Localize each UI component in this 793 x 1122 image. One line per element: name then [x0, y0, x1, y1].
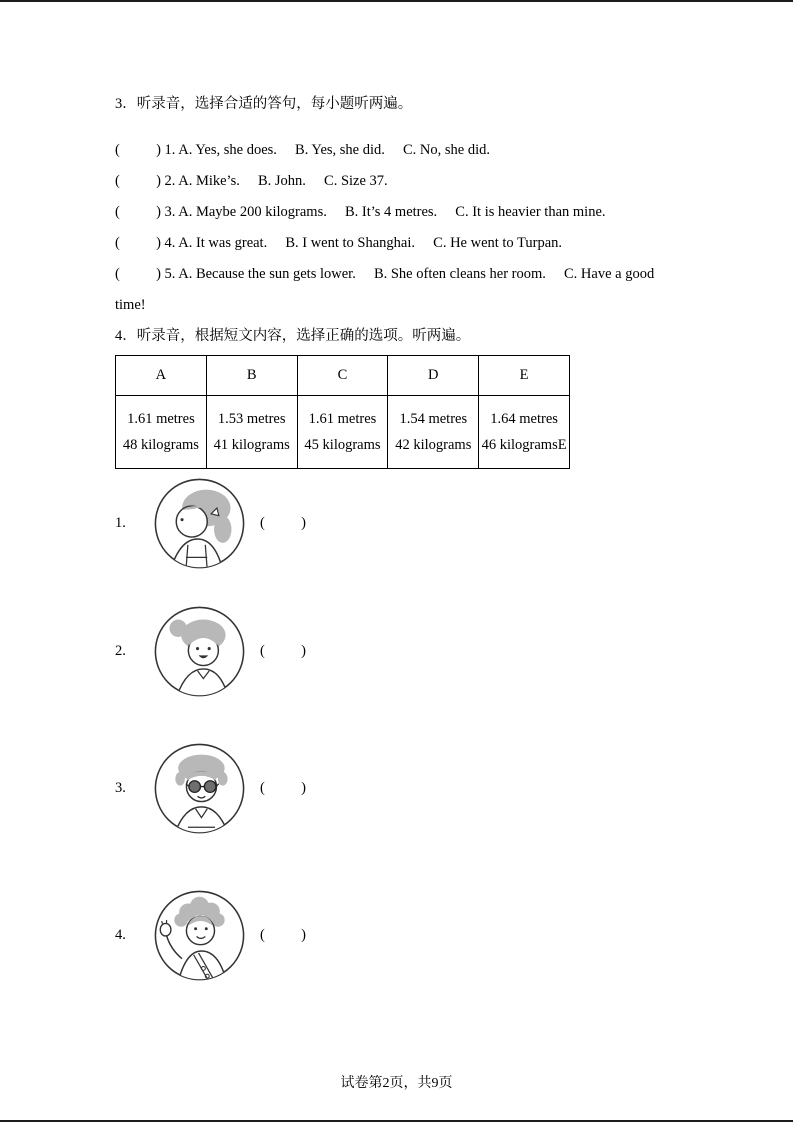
- item-number: 4.: [115, 927, 126, 943]
- weight-value: 46 kilogramsE: [481, 437, 567, 453]
- section-3-title: 3．听录音，选择合适的答句，每小题听两遍。: [115, 96, 413, 112]
- table-header-row: [116, 356, 570, 396]
- question-line-wrap: time!: [115, 297, 146, 313]
- question-line: ( ) 4. A. It was great. B. I went to Shanghai. C. He went to Turpan.: [115, 235, 563, 251]
- weight-value: 41 kilograms: [213, 437, 290, 453]
- height-weight-table: [115, 355, 570, 469]
- page-content: [115, 95, 695, 982]
- height-value: 1.54 metres: [399, 411, 468, 427]
- question-line: ( ) 1. A. Yes, she does. B. Yes, she did. C. No, she did.: [115, 142, 491, 158]
- answer-bracket: ( ): [260, 515, 306, 531]
- table-cell: [206, 396, 297, 469]
- height-value: 1.64 metres: [490, 411, 558, 427]
- table-header-cell: A: [116, 356, 207, 396]
- page-top-edge: [0, 0, 793, 2]
- item-number: 3.: [115, 780, 126, 796]
- table-cell: [297, 396, 388, 469]
- table-cell: [479, 396, 570, 469]
- page-footer: 试卷第2页，共9页: [340, 1076, 453, 1091]
- weight-value: 42 kilograms: [395, 437, 472, 453]
- question-line: ( ) 2. A. Mike’s. B. John. C. Size 37.: [115, 173, 388, 189]
- height-value: 1.53 metres: [217, 411, 286, 427]
- boy-waving-illustration: [153, 889, 246, 982]
- table-header-cell: D: [388, 356, 479, 396]
- girl-smiling-ponytail-illustration: [153, 605, 246, 698]
- table-header-cell: E: [479, 356, 570, 396]
- table-cell: [116, 396, 207, 469]
- weight-value: 45 kilograms: [304, 437, 381, 453]
- section-4-title: 4．听录音，根据短文内容，选择正确的选项。听两遍。: [115, 328, 471, 344]
- answer-bracket: ( ): [260, 927, 306, 943]
- item-number: 2.: [115, 643, 126, 659]
- question-line: ( ) 3. A. Maybe 200 kilograms. B. It’s 4 metres. C. It is heavier than mine.: [115, 204, 606, 220]
- picture-question-row: [115, 889, 695, 982]
- height-value: 1.61 metres: [127, 411, 195, 427]
- question-line: ( ) 5. A. Because the sun gets lower. B. She often cleans her room. C. Have a good: [115, 266, 655, 282]
- girl-profile-pigtails-illustration: [153, 477, 246, 570]
- picture-question-row: [115, 477, 695, 570]
- answer-bracket: ( ): [260, 643, 306, 659]
- table-cell: [388, 396, 479, 469]
- height-value: 1.61 metres: [308, 411, 377, 427]
- item-number: 1.: [115, 515, 126, 531]
- picture-question-row: [115, 742, 695, 835]
- table-body-row: [116, 396, 570, 469]
- picture-question-row: [115, 605, 695, 698]
- answer-bracket: ( ): [260, 780, 306, 796]
- weight-value: 48 kilograms: [122, 437, 199, 453]
- boy-glasses-illustration: [153, 742, 246, 835]
- table-header-cell: C: [297, 356, 388, 396]
- table-header-cell: B: [206, 356, 297, 396]
